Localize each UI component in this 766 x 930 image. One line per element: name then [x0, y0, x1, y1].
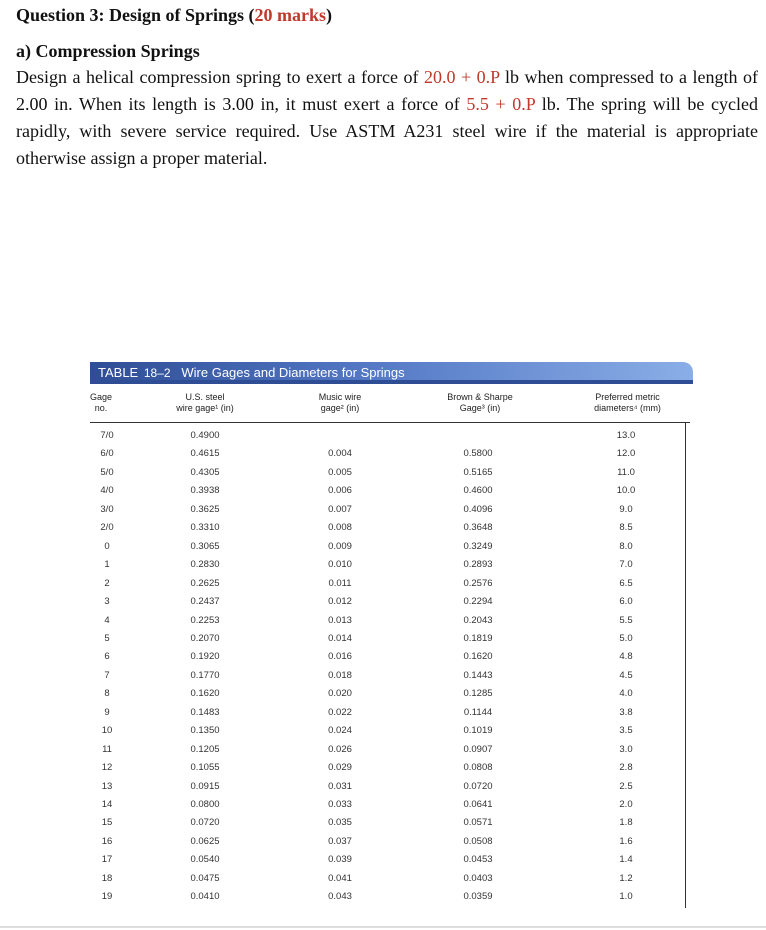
table-cell: 0.2294 — [463, 596, 493, 608]
table-cell: 1.0 — [619, 891, 633, 903]
table-cell: 1.8 — [619, 817, 633, 829]
question-title — [16, 5, 332, 26]
table-cell: 2.0 — [619, 799, 633, 810]
table-cell: 0.1144 — [463, 706, 493, 718]
table-cell: 0.1285 — [463, 688, 493, 700]
header-gage-no — [86, 392, 116, 414]
table-cell: 0.010 — [328, 559, 352, 571]
table-cell: 2.8 — [619, 762, 633, 774]
table-cell: 14 — [101, 799, 113, 810]
part-a-text-2: lb when compressed to a length of 2.00 in. When its length is 3.00 in, it must exert a force of — [16, 67, 758, 114]
table-cell: 0.2830 — [190, 559, 220, 571]
table-cell: 8.5 — [619, 522, 633, 534]
table-cell: 0.0571 — [463, 817, 493, 829]
table-cell: 0.1620 — [190, 688, 220, 700]
table-cell: 10 — [101, 725, 113, 737]
table-cell: 0.1620 — [463, 651, 493, 663]
table-cell: 19 — [101, 891, 113, 903]
question-marks: 20 marks — [254, 5, 327, 25]
table-cell: 5/0 — [100, 466, 114, 478]
question-title-prefix: Question 3: Design of Springs ( — [16, 5, 255, 25]
table-cell: 11.0 — [617, 466, 635, 478]
table-cell: 0.5800 — [463, 448, 493, 460]
table-cell: 0.1483 — [190, 706, 220, 718]
table-cell: 0.3648 — [463, 522, 493, 534]
table-cell: 9.0 — [619, 503, 633, 515]
table-cell: 0.0410 — [190, 891, 220, 903]
table-cell: 15 — [101, 817, 113, 829]
table-cell: 1 — [104, 559, 110, 571]
table-cell: 2 — [104, 577, 110, 589]
table-cell: 7/0 — [100, 430, 114, 441]
header-brown-sharpe — [430, 392, 530, 414]
table-cell: 16 — [101, 835, 113, 847]
table-cell: 0.0625 — [190, 835, 220, 847]
table-cell: 0.3310 — [190, 522, 220, 534]
table-cell: 3.8 — [619, 706, 633, 718]
banner-rule — [90, 380, 693, 384]
header-gage-line1: Gage — [89, 392, 113, 402]
table-cell: 3.0 — [619, 743, 633, 755]
table-cell: 0.1819 — [463, 632, 493, 644]
table-cell: 0 — [104, 540, 110, 552]
table-cell: 0.0641 — [463, 799, 493, 810]
table-cell: 1.6 — [619, 835, 633, 847]
table-cell: 0.0720 — [190, 817, 220, 829]
table-cell: 0.0720 — [463, 780, 493, 792]
page-bottom-rule — [0, 926, 766, 928]
header-music-line1: Music wire — [318, 392, 362, 402]
table-cell: 0.007 — [328, 503, 352, 515]
header-bs-line1: Brown & Sharpe — [447, 392, 513, 402]
table-cell: 3/0 — [100, 503, 114, 515]
table-cell: 0.0403 — [463, 872, 493, 884]
table-cell: 0.0359 — [463, 891, 493, 903]
table-cell: 0.011 — [328, 577, 352, 589]
table-cell: 0.022 — [328, 706, 352, 718]
table-cell: 0.2625 — [190, 577, 220, 589]
wire-gage-table — [89, 362, 693, 903]
table-cell: 0.039 — [328, 854, 352, 866]
header-metric-line2: diameters⁴ (mm) — [594, 403, 661, 413]
header-gage-line2: no. — [94, 403, 108, 413]
table-cell: 0.035 — [328, 817, 352, 829]
header-us-steel — [165, 392, 245, 414]
header-us-line2: wire gage¹ (in) — [176, 403, 234, 413]
table-cell: 0.2043 — [463, 614, 493, 626]
table-cell: 0.2437 — [190, 596, 220, 608]
table-cell: 3 — [104, 596, 110, 608]
table-cell: 0.020 — [328, 688, 352, 700]
table-cell: 8 — [104, 688, 110, 700]
header-metric-line1: Preferred metric — [595, 392, 660, 402]
table-cell: 5.5 — [619, 614, 633, 626]
table-cell: 6.0 — [619, 596, 633, 608]
table-cell: 7 — [104, 669, 110, 681]
table-cell: 0.009 — [328, 540, 352, 552]
header-us-line1: U.S. steel — [185, 392, 225, 402]
part-a-force-1: 20.0 + 0.P — [423, 67, 500, 87]
table-cell: 0.0915 — [190, 780, 220, 792]
table-cell: 0.4600 — [463, 485, 493, 497]
table-cell: 2/0 — [100, 522, 114, 534]
table-cell: 10.0 — [616, 485, 636, 497]
table-right-rule — [685, 422, 686, 908]
table-cell: 0.026 — [328, 743, 352, 755]
table-cell: 0.2576 — [463, 577, 493, 589]
part-a-text-3: lb. The spring will be cycled rapidly, with severe service required. Use ASTM A231 steel wire if the material is appropriate otherwise assign a proper material. — [16, 94, 759, 168]
table-cell: 0.1920 — [190, 651, 220, 663]
table-cell: 12 — [101, 762, 113, 774]
table-cell: 1.4 — [619, 854, 633, 866]
table-cell: 0.041 — [328, 872, 352, 884]
table-cell: 0.3625 — [190, 503, 220, 515]
question-title-suffix: ) — [326, 5, 333, 25]
table-cell: 13 — [101, 780, 113, 792]
table-cell: 0.2893 — [463, 559, 493, 571]
table-cell: 8.0 — [619, 540, 633, 552]
table-cell: 0.4900 — [190, 430, 220, 441]
table-cell: 0.3065 — [190, 540, 220, 552]
table-cell: 0.014 — [328, 632, 352, 644]
table-cell: 0.029 — [328, 762, 352, 774]
table-cell: 4.8 — [619, 651, 633, 663]
table-cell: 0.024 — [328, 725, 352, 737]
part-a-text-1: Design a helical compression spring to exert a force of — [16, 67, 424, 87]
table-cell: 0.033 — [328, 799, 352, 810]
table-cell: 0.4615 — [190, 448, 220, 460]
header-metric — [575, 392, 680, 414]
table-cell: 0.1770 — [190, 669, 220, 681]
table-cell: 1.2 — [619, 872, 633, 884]
table-cell: 0.0808 — [463, 762, 493, 774]
header-bs-line2: Gage³ (in) — [459, 403, 501, 413]
table-cell: 11 — [102, 743, 112, 755]
table-cell: 0.012 — [328, 596, 352, 608]
table-cell: 0.1055 — [190, 762, 220, 774]
table-cell: 0.008 — [328, 522, 352, 534]
table-label: TABLE — [98, 365, 139, 380]
table-cell: 18 — [101, 872, 113, 884]
part-a-text — [16, 64, 758, 172]
table-cell: 0.031 — [328, 780, 352, 792]
table-cell: 0.0907 — [463, 743, 493, 755]
table-cell: 0.1443 — [463, 669, 493, 681]
table-cell: 0.013 — [328, 614, 352, 626]
header-rule — [90, 422, 690, 423]
table-cell: 5 — [104, 632, 110, 644]
table-cell: 0.0800 — [190, 799, 220, 810]
table-cell: 0.2070 — [190, 632, 220, 644]
table-cell: 6 — [104, 651, 110, 663]
table-cell: 0.006 — [328, 485, 352, 497]
table-title: Wire Gages and Diameters for Springs — [181, 365, 405, 380]
table-cell: 0.016 — [328, 651, 352, 663]
table-cell: 17 — [101, 854, 113, 866]
table-cell: 0.3249 — [463, 540, 493, 552]
table-cell: 0.005 — [328, 466, 352, 478]
table-cell: 4.5 — [619, 669, 633, 681]
header-music-wire — [300, 392, 380, 414]
table-cell: 4.0 — [619, 688, 633, 700]
table-cell: 0.2253 — [190, 614, 220, 626]
table-cell: 0.0453 — [463, 854, 493, 866]
table-cell: 6/0 — [100, 448, 114, 460]
table-cell: 0.043 — [328, 891, 352, 903]
table-cell: 3.5 — [619, 725, 633, 737]
table-cell: 9 — [104, 706, 110, 718]
table-cell: 7.0 — [619, 559, 633, 571]
table-cell: 0.1019 — [463, 725, 493, 737]
table-banner — [90, 362, 693, 384]
table-number: 18–2 — [143, 366, 171, 380]
table-cell: 13.0 — [616, 430, 636, 441]
table-cell: 0.4096 — [463, 503, 493, 515]
table-cell: 6.5 — [619, 577, 633, 589]
table-cell: 0.004 — [328, 448, 352, 460]
table-cell: 0.0508 — [463, 835, 493, 847]
part-a-title: a) Compression Springs — [16, 41, 200, 61]
table-cell: 2.5 — [619, 780, 633, 792]
table-cell: 4 — [104, 614, 110, 626]
table-cell: 0.5165 — [463, 466, 493, 478]
table-cell: 0.1205 — [190, 743, 220, 755]
table-cell: 0.4305 — [190, 466, 220, 478]
header-music-line2: gage² (in) — [320, 403, 360, 413]
table-cell: 0.1350 — [190, 725, 220, 737]
table-cell: 4/0 — [100, 485, 114, 497]
table-cell: 0.0475 — [190, 872, 220, 884]
table-cell: 5.0 — [619, 632, 633, 644]
table-cell: 0.018 — [328, 669, 352, 681]
table-cell: 0.3938 — [190, 485, 220, 497]
table-cell: 12.0 — [616, 448, 636, 460]
table-cell: 0.0540 — [190, 854, 220, 866]
table-cell: 0.037 — [328, 835, 352, 847]
part-a-force-2: 5.5 + 0.P — [466, 94, 536, 114]
